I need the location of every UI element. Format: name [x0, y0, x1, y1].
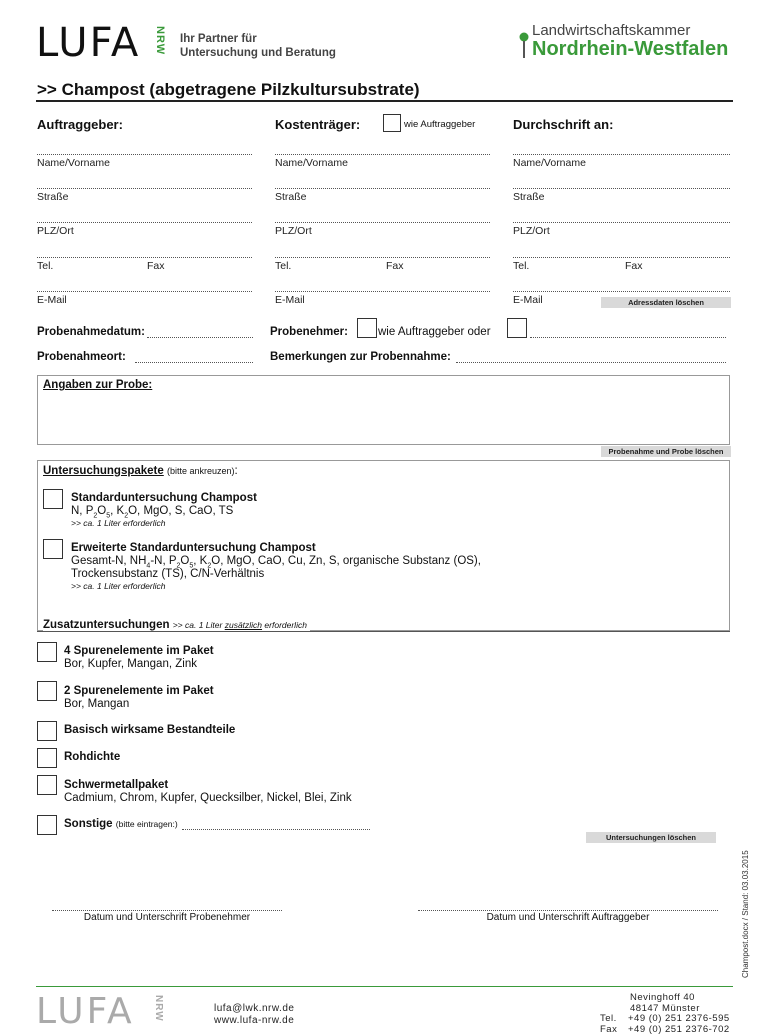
plz-label-3: PLZ/Ort	[513, 225, 550, 237]
zusatz-sub-5: Cadmium, Chrom, Kupfer, Quecksilber, Nickel, Blei, Zink	[64, 792, 352, 804]
email-field-2[interactable]	[275, 291, 490, 292]
tel-label-3: Tel.	[513, 260, 530, 272]
zusatz-title-4: Rohdichte	[64, 751, 121, 763]
extended-params: Gesamt-N, $NH_4-N$, $P_2O_5$, $K_2O$, MgO, CaO, Cu, Zn, S, organische Substanz (OS),	[71, 555, 481, 570]
probenehmer-label: Probenehmer:	[270, 326, 348, 338]
street-field-3[interactable]	[513, 188, 730, 189]
email-label-3: E-Mail	[513, 294, 543, 306]
footer-email[interactable]: lufa@lwk.nrw.de	[214, 1003, 295, 1014]
sonstige-field[interactable]	[182, 829, 370, 830]
footer-address: Nevinghoff 40 48147 Münster Tel. +49 (0) 251 2376-595 Fax +49 (0) 251 2376-702	[600, 992, 730, 1035]
zusatz-checkbox-3[interactable]	[37, 721, 57, 741]
standard-params: N, $P_2O_5$, $K_2O$, MgO, S, CaO, TS	[71, 505, 234, 520]
zusatz-checkbox-2[interactable]	[37, 681, 57, 701]
footer-lufa-logo: LUFA	[36, 991, 135, 1032]
name-field-2[interactable]	[275, 154, 490, 155]
zusatz-sub-1: Bor, Kupfer, Mangan, Zink	[64, 658, 197, 670]
name-field-1[interactable]	[37, 154, 252, 155]
plz-field-2[interactable]	[275, 222, 490, 223]
plz-field-3[interactable]	[513, 222, 730, 223]
durchschrift-heading: Durchschrift an:	[513, 117, 614, 132]
email-label-1: E-Mail	[37, 294, 67, 306]
probenahmeort-label: Probenahmeort:	[37, 351, 126, 363]
probenehmer-other-field[interactable]	[530, 337, 726, 338]
zusatz-title-1: 4 Spurenelemente im Paket	[64, 645, 214, 657]
zusatz-rule	[37, 631, 730, 632]
footer-web[interactable]: www.lufa-nrw.de	[214, 1015, 295, 1026]
signature-label-left: Datum und Unterschrift Probenehmer	[83, 912, 251, 923]
nrw-logo: NRW	[154, 26, 166, 56]
tel-field-3[interactable]	[513, 257, 730, 258]
fax-label-2: Fax	[386, 260, 404, 272]
street-label-3: Straße	[513, 191, 545, 203]
street-field-1[interactable]	[37, 188, 252, 189]
standard-checkbox[interactable]	[43, 489, 63, 509]
kostentraeger-heading: Kostenträger:	[275, 117, 361, 132]
lwk-tree-icon	[519, 32, 529, 58]
extended-checkbox[interactable]	[43, 539, 63, 559]
footer-nrw-logo: NRW	[153, 995, 164, 1022]
probenahme-loeschen-button[interactable]: Probenahme und Probe löschen	[601, 446, 731, 457]
tel-label-2: Tel.	[275, 260, 292, 272]
angaben-label: Angaben zur Probe:	[43, 379, 153, 391]
footer-rule	[36, 986, 733, 987]
probenehmer-checkbox[interactable]	[357, 318, 377, 338]
plz-field-1[interactable]	[37, 222, 252, 223]
lufa-logo: LUFA	[36, 20, 141, 66]
name-label-3: Name/Vorname	[513, 157, 586, 169]
extended-params-2: Trockensubstanz (TS), C/N-Verhältnis	[71, 568, 265, 580]
sonstige-label: Sonstige (bitte eintragen:)	[64, 818, 178, 830]
probenahmeort-field[interactable]	[135, 362, 253, 363]
extended-note: >> ca. 1 Liter erforderlich	[71, 581, 166, 591]
name-field-3[interactable]	[513, 154, 730, 155]
zusatz-checkbox-5[interactable]	[37, 775, 57, 795]
signature-line-right[interactable]	[418, 910, 718, 911]
street-label-1: Straße	[37, 191, 69, 203]
zusatz-checkbox-4[interactable]	[37, 748, 57, 768]
auftraggeber-heading: Auftraggeber:	[37, 117, 123, 132]
zusatz-title-5: Schwermetallpaket	[64, 779, 169, 791]
pakete-heading: Untersuchungspakete (bitte ankreuzen):	[43, 465, 238, 477]
side-version-text: Champost.docx / Stand: 03.03.2015	[741, 850, 750, 978]
probenehmer-other-checkbox[interactable]	[507, 318, 527, 338]
tel-field-1[interactable]	[37, 257, 252, 258]
zusatz-title-2: 2 Spurenelemente im Paket	[64, 685, 214, 697]
street-label-2: Straße	[275, 191, 307, 203]
fax-label-3: Fax	[625, 260, 643, 272]
lwk-logo: Landwirtschaftskammer Nordrhein-Westfalen	[532, 22, 729, 60]
footer-contact	[214, 1003, 294, 1027]
bemerkungen-field[interactable]	[456, 362, 726, 363]
zusatz-heading: Zusatzuntersuchungen >> ca. 1 Liter zusätzlich erforderlich	[43, 619, 310, 631]
wie-auftraggeber-oder-label: wie Auftraggeber oder	[378, 326, 491, 338]
untersuchungen-loeschen-button[interactable]: Untersuchungen löschen	[586, 832, 716, 843]
name-label-1: Name/Vorname	[37, 157, 110, 169]
email-field-3[interactable]	[513, 291, 730, 292]
plz-label-2: PLZ/Ort	[275, 225, 312, 237]
signature-line-left[interactable]	[52, 910, 282, 911]
page-title: >> Champost (abgetragene Pilzkultursubstrate)	[37, 80, 420, 99]
tel-field-2[interactable]	[275, 257, 490, 258]
email-label-2: E-Mail	[275, 294, 305, 306]
kostentraeger-checkbox[interactable]	[383, 114, 401, 132]
sonstige-checkbox[interactable]	[37, 815, 57, 835]
email-field-1[interactable]	[37, 291, 252, 292]
probenahmedatum-field[interactable]	[147, 337, 253, 338]
fax-label-1: Fax	[147, 260, 165, 272]
extended-title: Erweiterte Standarduntersuchung Champost	[71, 542, 316, 554]
standard-note: >> ca. 1 Liter erforderlich	[71, 518, 166, 528]
standard-title: Standarduntersuchung Champost	[71, 492, 257, 504]
wie-auftraggeber-label: wie Auftraggeber	[404, 119, 476, 130]
tel-label-1: Tel.	[37, 260, 54, 272]
probenahmedatum-label: Probenahmedatum:	[37, 326, 145, 338]
zusatz-sub-2: Bor, Mangan	[64, 698, 130, 710]
zusatz-checkbox-1[interactable]	[37, 642, 57, 662]
plz-label-1: PLZ/Ort	[37, 225, 74, 237]
bemerkungen-label: Bemerkungen zur Probennahme:	[270, 351, 451, 363]
street-field-2[interactable]	[275, 188, 490, 189]
tagline: Ihr Partner für Untersuchung und Beratung	[180, 33, 336, 59]
title-rule	[36, 100, 733, 102]
signature-label-right: Datum und Unterschrift Auftraggeber	[486, 912, 650, 923]
name-label-2: Name/Vorname	[275, 157, 348, 169]
zusatz-title-3: Basisch wirksame Bestandteile	[64, 724, 236, 736]
adressdaten-loeschen-button[interactable]: Adressdaten löschen	[601, 297, 731, 308]
